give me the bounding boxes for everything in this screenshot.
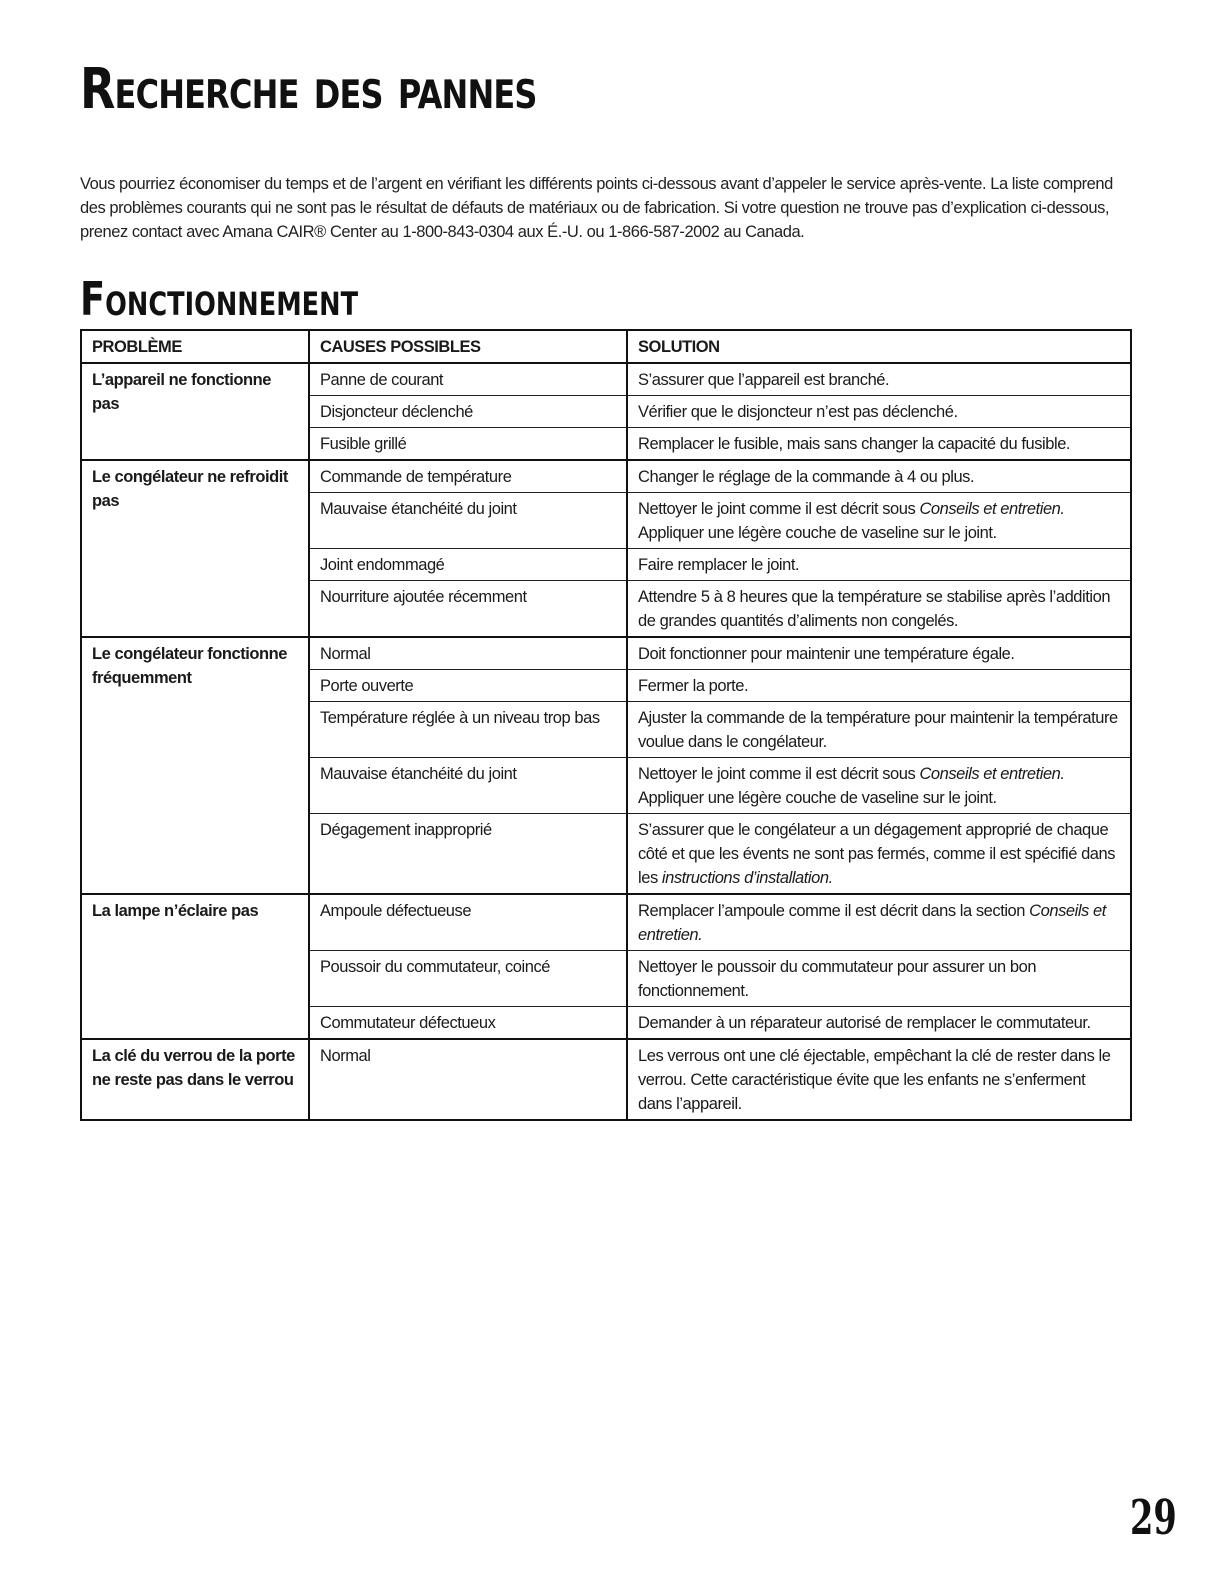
cause-cell: Joint endommagé: [309, 549, 627, 581]
solution-text: Nettoyer le joint comme il est décrit sous: [638, 500, 920, 518]
table-row: [81, 363, 1131, 396]
cause-cell: Porte ouverte: [309, 670, 627, 702]
problem-cell: Le congélateur ne refroidit pas: [81, 460, 309, 637]
page-title: Recherche des pannes: [80, 57, 537, 122]
troubleshooting-table: [80, 329, 1132, 1121]
cause-cell: Poussoir du commutateur, coincé: [309, 951, 627, 1007]
cause-cell: Nourriture ajoutée récemment: [309, 581, 627, 638]
cause-cell: Fusible grillé: [309, 428, 627, 461]
problem-cell: Le congélateur fonctionne fréquemment: [81, 637, 309, 894]
solution-cell: Vérifier que le disjoncteur n’est pas déclenché.: [627, 396, 1131, 428]
solution-cell: [627, 758, 1131, 814]
cause-cell: Ampoule défectueuse: [309, 894, 627, 951]
solution-cell: Doit fonctionner pour maintenir une température égale.: [627, 637, 1131, 670]
intro-paragraph: Vous pourriez économiser du temps et de l’argent en vérifiant les différents points ci-dessous avant d’appeler le service après-vente. La liste comprend des problèmes courants qui ne sont pas le résultat de défauts de matériaux ou de fabrication. Si votre question ne trouve pas d’explication ci-dessous, prenez contact avec Amana CAIR® Center au 1-800-843-0304 aux É.-U. ou 1-866-587-2002 au Canada.: [80, 175, 1113, 241]
table-row: [81, 460, 1131, 493]
solution-cell: Attendre 5 à 8 heures que la température se stabilise après l’addition de grandes quantités d’aliments non congelés.: [627, 581, 1131, 638]
solution-cell: Demander à un réparateur autorisé de remplacer le commutateur.: [627, 1007, 1131, 1040]
cause-cell: Dégagement inapproprié: [309, 814, 627, 895]
table-row: [81, 637, 1131, 670]
manual-reference: Conseils et entretien.: [919, 765, 1065, 783]
solution-cell: Remplacer le fusible, mais sans changer la capacité du fusible.: [627, 428, 1131, 461]
cause-cell: Mauvaise étanchéité du joint: [309, 758, 627, 814]
cause-cell: Normal: [309, 637, 627, 670]
solution-cell: Ajuster la commande de la température pour maintenir la température voulue dans le congélateur.: [627, 702, 1131, 758]
cause-cell: Disjoncteur déclenché: [309, 396, 627, 428]
manual-reference: Conseils et entretien.: [638, 902, 1106, 944]
manual-reference: instructions d’installation.: [661, 869, 833, 887]
cause-cell: Panne de courant: [309, 363, 627, 396]
solution-text: S’assurer que le congélateur a un dégagement approprié de chaque côté et que les évents ne sont pas fermés, comme il est spécifié dans les: [638, 821, 1116, 887]
header-causes: CAUSES POSSIBLES: [309, 330, 627, 363]
solution-cell: [627, 814, 1131, 895]
table-row: [81, 894, 1131, 951]
solution-cell: Faire remplacer le joint.: [627, 549, 1131, 581]
cause-cell: Température réglée à un niveau trop bas: [309, 702, 627, 758]
cause-cell: Normal: [309, 1039, 627, 1120]
solution-cell: [627, 493, 1131, 549]
page-number: 29: [1130, 1490, 1177, 1546]
solution-cell: Changer le réglage de la commande à 4 ou plus.: [627, 460, 1131, 493]
header-problem: PROBLÈME: [81, 330, 309, 363]
table-header-row: [81, 330, 1131, 363]
solution-cell: S’assurer que l’appareil est branché.: [627, 363, 1131, 396]
header-solution: SOLUTION: [627, 330, 1131, 363]
cause-cell: Commande de température: [309, 460, 627, 493]
solution-text: Appliquer une légère couche de vaseline sur le joint.: [638, 789, 997, 807]
solution-cell: Les verrous ont une clé éjectable, empêchant la clé de rester dans le verrou. Cette caractéristique évite que les enfants ne s’enferment dans l’appareil.: [627, 1039, 1131, 1120]
section-title: Fonctionnement: [80, 272, 359, 326]
solution-text: Nettoyer le joint comme il est décrit sous: [638, 765, 920, 783]
solution-cell: Nettoyer le poussoir du commutateur pour assurer un bon fonctionnement.: [627, 951, 1131, 1007]
cause-cell: Mauvaise étanchéité du joint: [309, 493, 627, 549]
problem-cell: L’appareil ne fonctionne pas: [81, 363, 309, 460]
problem-cell: La lampe n’éclaire pas: [81, 894, 309, 1039]
cause-cell: Commutateur défectueux: [309, 1007, 627, 1040]
manual-reference: Conseils et entretien.: [919, 500, 1065, 518]
problem-cell: La clé du verrou de la porte ne reste pas dans le verrou: [81, 1039, 309, 1120]
solution-cell: [627, 894, 1131, 951]
solution-text: Appliquer une légère couche de vaseline sur le joint.: [638, 524, 997, 542]
solution-cell: Fermer la porte.: [627, 670, 1131, 702]
table-row: [81, 1039, 1131, 1120]
solution-text: Remplacer l’ampoule comme il est décrit dans la section: [638, 902, 1030, 920]
